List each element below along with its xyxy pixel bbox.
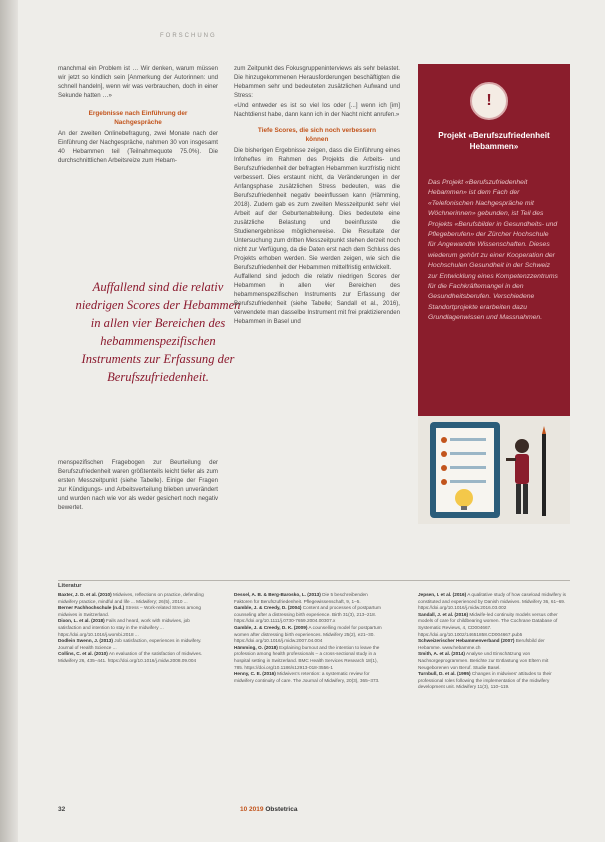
reference: Sandall, J. et al. (2016) Midwife-led continuity models versus other models of care for childbearing women. The Cochrane Database of Systematic Reviews, 4, CD004667. https://doi.org/10.1002/14651858.CD004667.pub5: [418, 611, 558, 637]
column-2: [234, 64, 400, 326]
literature-column-3: [418, 592, 568, 691]
checklist-illustration-icon: [418, 416, 570, 524]
reference: Schweizerischer Hebammenverband (2007) Berufsbild der Hebamme. www.hebamme.ch: [418, 638, 545, 650]
quote-paragraph: «Und entweder es ist so viel los oder [...] wenn ich [im] Nachtdienst habe, dann kann ich in der Nacht nicht anrufen.»: [234, 102, 400, 118]
paragraph: An der zweiten Onlinebefragung, zwei Monate nach der Einführung der Nachgespräche, nahmen 30 von insgesamt 40 Hebammen teil (Teilnahmequote 75.0%). Die durchschnittlichen Arbeitsreize zum Hebam-: [58, 130, 218, 164]
page-number: 32: [58, 806, 66, 813]
sidebox-body: Das Projekt «Berufszufriedenheit Hebammen» ist dem Fach der «Telefonischen Nachgespräche mit Wöchnerinnen» gebunden, ist Teil des Projekts «Berufsbilder in Gesundheits- und Pflegeberufen» der Zürcher Hochschule für Angewandte Wissenschaften. Dieses wiederum gehört zu einer Kooperation der Hochschulen Gesundheit in der Schweiz zur Entwicklung eines Kompetenzzentrums für die Fachkräftemangel in den Gesundheitsberufen. Verschiedene Standortprojekte erarbeiten dazu Grundlagenwissen und Massnahmen.: [428, 179, 558, 322]
binding-shadow: [0, 0, 18, 842]
column-1-top: [58, 64, 218, 165]
paragraph: Auffallend sind jedoch die relativ niedrigen Scores der Hebammen in allen vier Bereichen des hebammenspezifischen Instruments zur Erfassung der Berufszufriedenheit (siehe Tabelle; Sandall et al., 2016), verwendete man dasselbe Instrument mit frei praktizierenden Hebammen in Basel und: [234, 273, 400, 325]
illustration: [418, 416, 570, 524]
exclamation-icon: !: [470, 82, 508, 120]
subheading: Ergebnisse nach Einführung der Nachgespräche: [88, 110, 188, 126]
section-header: FORSCHUNG: [160, 33, 217, 39]
reference: Dixon, L. et al. (2018) Fails and heard, work with midwives, job satisfaction and intention to stay in the midwifery ... https://doi.org/10.1016/j.wombi.2018 ...: [58, 618, 190, 637]
pull-quote: Auffallend sind die relativ niedrigen Scores der Hebammen in allen vier Bereichen des hebammenspezifischen Instruments zur Erfassung der Berufszufriedenheit.: [75, 280, 241, 384]
reference: Dodlein Swenn, J. (2013) Job satisfaction, experiences in midwifery. Journal of Health Science ...: [58, 638, 202, 650]
reference: Gamble, J. & Creedy, D. (2004) Content and processes of postpartum counseling after a distressing birth experience. Birth 31(3), 213–218. https://doi.org/10.1111/j.0730-7659.2004.00307.x: [234, 605, 381, 624]
reference: Gamble, J. & Creedy, D. K. (2009) A counselling model for postpartum women after distressing birth experiences. Midwifery 25(2), e21–30. https://doi.org/10.1016/j.midw.2007.04.004: [234, 624, 382, 644]
magazine-name: [240, 806, 297, 813]
paragraph: zum Zeitpunkt des Fokusgruppeninterviews als sehr belastet. Die hinzugekommenen Herausforderungen beschäftigten die Hebammen sehr und bedeuteten zusätzlichen Aufwand und Stress:: [234, 65, 400, 99]
literature-heading: Literatur: [58, 583, 82, 589]
reference: Turnbull, D. et al. (1995) Changes in midwives' attitudes to their professional roles following the implementation of the midwifery development unit. Midwifery 11(3), 110–119.: [418, 671, 552, 690]
reference: Collins, C. et al. (2010) An evaluation of the satisfaction of midwives. Midwifery 26, 435–441. https://doi.org/10.1016/j.midw.2008.09.004: [58, 651, 203, 663]
reference: Dessel, A. B. & Berg-Barosko, L. (2013) Die 5 beschreibenden Faktoren für Berufszufriedenheit. Pflegewissenschaft, 9, 1–5.: [234, 592, 368, 604]
paragraph: manchmal ein Problem ist … Wir denken, warum müssen wir jetzt so kindlich sein [Anmerkung der Autorinnen: und schnell handeln], wenn wir was verbrauchen, doch in einer Sekunde hatten …»: [58, 65, 218, 99]
literature-divider: [58, 580, 570, 581]
reference: Smith, A. et al. (2014) Analyse und Einschätzung von Nachsorgeprogrammen. Berichte zur Entlastung von Eltern mit Neugeborenen von Beruf. Studie Basel.: [418, 651, 549, 670]
paragraph: menspezifischen Fragebogen zur Beurteilung der Berufszufriedenheit waren größtenteils leicht tiefer als zum ersten Messzeitpunkt (siehe Tabelle). Einige der Fragen zur Kündigungs- und Arbeitsverteilung blieben unverändert und wurden nach wie vor als weder gesichert noch negativ bewertet.: [58, 459, 218, 511]
reference: Hämming, O. (2018) Explaining burnout and the intention to leave the profession among health professionals – a cross-sectional study in a hospital setting in Switzerland. BMC Health Services Research 18(1), 785. https://doi.org/10.1186/s12913-018-3556-1: [234, 644, 380, 670]
reference: Berner Fachhochschule (n.d.) Stress – Work-related Stress among midwives in Switzerland.: [58, 605, 201, 617]
literature-column-2: [234, 592, 384, 684]
reference: Baxter, J. D. et al. (2010) Midwives, reflections on practice, defending midwifery practice, mindful and life ... Midwifery; 26(5), 2010 ...: [58, 592, 204, 604]
reference: Henny, C. E. (2016) Midwives's retention: a systematic review for midwifery continuity of care. The Journal of Midwifery, 20(3), 365–373.: [234, 671, 380, 683]
subheading: Tiefe Scores, die sich noch verbessern können: [257, 127, 377, 143]
sidebox-title: Projekt «Berufszufriedenheit Hebammen»: [438, 131, 550, 151]
issue-label: 10 2019: [240, 806, 264, 813]
column-1-bottom: [58, 458, 218, 512]
paragraph: Die bisherigen Ergebnisse zeigen, dass die Einführung eines Infoheftes im Rahmen des Projekts die Arbeits- und Berufszufriedenheit der befragten Hebammen kurzfristig nicht verbessert. Dies erstaunt nicht, da Veränderungen in der Anfangsphase zusätzlichen Stress bedeuten, was die Berufszufriedenheit negativ beeinflussen kann (Hämming, 2018). Zudem gab es zum zweiten Messzeitpunkt sehr viel Arbeit auf der Geburtenabteilung. Dies bedeutete eine zusätzliche Belastung und beeinflusste die Studienergebnisse möglicherweise. Die Resultate der Untersuchung zum dritten Messzeitpunkt stehen derzeit noch nicht zur Verfügung, da die Daten erst nach dem Schluss des Projekts erhoben werden. Sie werden zeigen, wie sich die Berufszufriedenheit der Hebammen mittelfristig entwickelt.: [234, 147, 400, 271]
reference: Jepsen, I. et al. (2016) A qualitative study of how caseload midwifery is constituted and experienced by Danish midwives. Midwifery 36, 61–69. https://doi.org/10.1016/j.midw.2016.03.002: [418, 592, 566, 611]
magazine-title: Obstetrica: [265, 806, 298, 813]
literature-column-1: [58, 592, 208, 665]
